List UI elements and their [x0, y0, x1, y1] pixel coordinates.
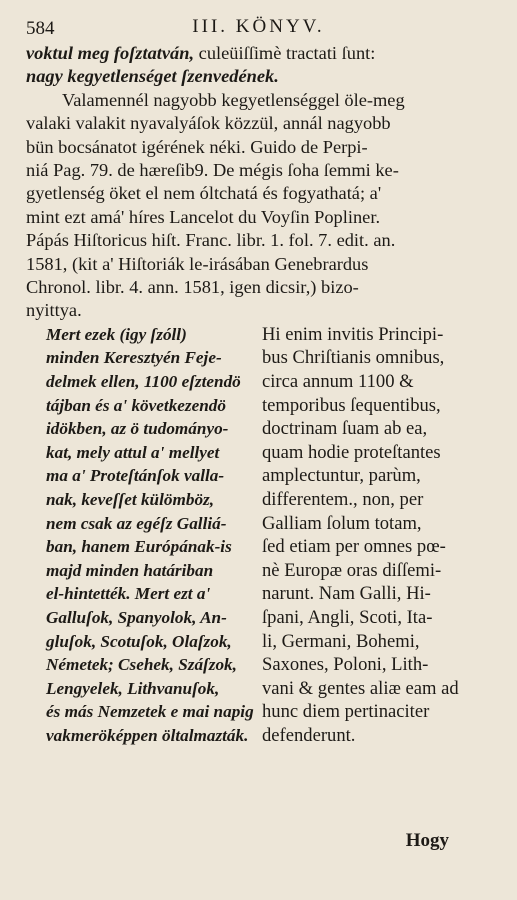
hungarian-line: majd minden határiban [46, 560, 214, 580]
latin-line: doctrinam ſuam ab ea, [262, 418, 428, 440]
hungarian-line: tájban és a' következendö [46, 395, 226, 415]
text-line: nyittya. [26, 300, 82, 321]
latin-line: bus Chriſtianis omnibus, [262, 347, 445, 369]
latin-line: differentem., non, per [262, 489, 424, 511]
latin-line: vani & gentes aliæ eam ad [262, 677, 459, 699]
latin-column [254, 323, 491, 748]
hungarian-line: nem csak az egéſz Galliá- [46, 513, 227, 533]
hungarian-line: minden Keresztyén Feje- [46, 348, 222, 368]
latin-line: circa annum 1100 & [262, 371, 414, 393]
hungarian-line: és más Nemzetek e mai napig [46, 702, 254, 722]
latin-line: amplectuntur, parùm, [262, 465, 421, 487]
latin-line: hunc diem pertinaciter [262, 701, 430, 723]
hungarian-column [26, 323, 254, 748]
hungarian-line: vakmeröképpen öltalmazták. [46, 725, 249, 745]
latin-line: temporibus ſequentibus, [262, 394, 441, 416]
latin-line: quam hodie proteſtantes [262, 441, 441, 463]
hungarian-line: delmek ellen, 1100 eſztendö [46, 372, 241, 392]
hungarian-line: el-hintették. Mert ezt a' [46, 584, 211, 604]
text-line: gyetlenség öket el nem óltchatá és fogyathatá; a' [26, 183, 382, 204]
hungarian-line: Galluſok, Spanyolok, An- [46, 608, 227, 627]
hungarian-line: Lengyelek, Lithvanuſok, [46, 678, 220, 698]
text-line: mint ezt amá' híres Lancelot du Voyſin Popliner. [26, 206, 381, 227]
text-line: Pápás Hiſtoricus hiſt. Franc. libr. 1. fol. 7. edit. an. [26, 230, 396, 251]
text-line: voktul meg foſztatván, culeüiſſimè tractati ſunt: [26, 43, 376, 63]
catchword: Hogy [405, 830, 449, 851]
hungarian-line: Németek; Csehek, Száſzok, [46, 655, 237, 675]
latin-line: Hi enim invitis Principi- [262, 323, 444, 345]
hungarian-line: nak, keveſſet külömböz, [46, 490, 215, 510]
latin-line: defenderunt. [262, 724, 356, 746]
latin-line: nè Europæ oras diſſemi- [262, 559, 442, 581]
latin-line: Saxones, Poloni, Lith- [262, 654, 429, 676]
latin-line: narunt. Nam Galli, Hi- [262, 583, 431, 605]
body-paragraph [26, 89, 491, 323]
hungarian-line: ma a' Proteſtánſok valla- [46, 466, 225, 486]
running-head: III. KÖNYV. [192, 16, 325, 37]
text-line: nagy kegyetlenséget ſzenvedének. [26, 66, 279, 87]
latin-line: Galliam ſolum totam, [262, 512, 422, 534]
latin-line: ſed etiam per omnes pœ- [262, 536, 446, 558]
text-line: Chronol. libr. 4. ann. 1581, igen dicsir,) bizo- [26, 277, 359, 298]
hungarian-line: kat, mely attul a' mellyet [46, 442, 220, 462]
parallel-columns [26, 323, 491, 748]
text-line: niá Pag. 79. de hæreſib9. De mégis ſoha ſemmi ke- [26, 160, 399, 181]
hungarian-line: gluſok, Scotuſok, Olaſzok, [46, 631, 232, 651]
text-line: valaki valakit nyavalyáſok közzül, annál nagyobb [26, 113, 391, 134]
text-line: Valamennél nagyobb kegyetlenséggel öle-meg [62, 89, 405, 110]
latin-line: li, Germani, Bohemi, [262, 630, 420, 652]
hungarian-line: Mert ezek (igy ſzóll) [46, 324, 187, 344]
hungarian-line: idökben, az ö tudományo- [46, 419, 229, 439]
text-line: 1581, (kit a' Hiſtoriák le-irásában Genebrardus [26, 253, 369, 274]
intro-lines [26, 42, 491, 89]
page-number: 584 [26, 18, 55, 39]
latin-line: ſpani, Angli, Scoti, Ita- [262, 607, 433, 628]
hungarian-line: ban, hanem Európának-is [46, 537, 232, 557]
page-header [26, 14, 491, 42]
text-line: bün bocsánatot igérének néki. Guido de Perpi- [26, 136, 368, 157]
